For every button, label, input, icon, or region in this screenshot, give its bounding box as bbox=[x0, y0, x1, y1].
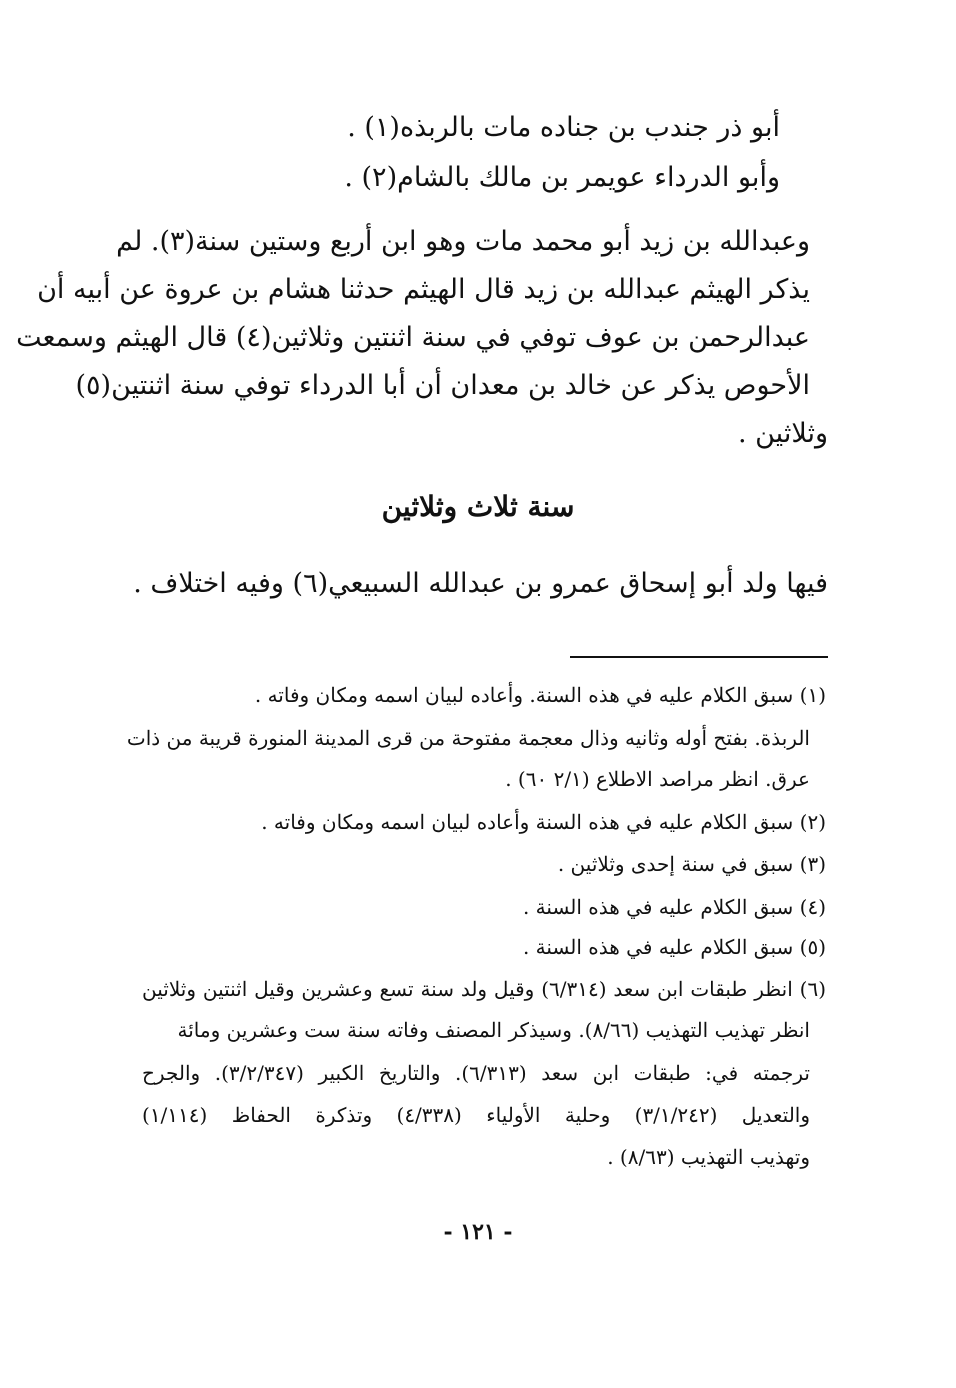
footnote-2: (٢) سبق الكلام عليه في هذه السنة وأعاده لبيان اسمه ومكان وفاته . bbox=[261, 810, 826, 834]
page-number: - ١٢١ - bbox=[443, 1219, 513, 1245]
verse-line-1: أبو ذر جندب بن جناده مات بالربذه(١) . bbox=[347, 112, 780, 143]
footnote-4: (٤) سبق الكلام عليه في هذه السنة . bbox=[522, 895, 826, 919]
footnote-6-cont-3: والتعديل (٣/١/٢٤٢) وحلية الأولياء (٤/٣٣٨) وتذكرة الحفاظ (١/١١٤) bbox=[142, 1103, 811, 1127]
footnote-1: (١) سبق الكلام عليه في هذه السنة. وأعاده لبيان اسمه ومكان وفاته . bbox=[254, 683, 826, 707]
footnote-6: (٦) انظر طبقات ابن سعد (٦/٣١٤) وقيل ولد سنة تسع وعشرين وقيل اثنتين وثلاثين bbox=[142, 977, 826, 1001]
footnote-separator bbox=[570, 656, 828, 658]
footnote-5: (٥) سبق الكلام عليه في هذه السنة . bbox=[522, 935, 826, 959]
section-line: فيها ولد أبو إسحاق عمرو بن عبدالله السبيعي(٦) وفيه اختلاف . bbox=[133, 568, 828, 599]
verse-line-2: وأبو الدرداء عويمر بن مالك بالشام(٢) . bbox=[344, 162, 780, 193]
paragraph-line-1: وعبدالله بن زيد أبو محمد مات وهو ابن أربع وستين سنة(٣). لم bbox=[116, 226, 810, 257]
paragraph-line-2: يذكر الهيثم عبدالله بن زيد قال الهيثم حدثنا هشام بن عروة عن أبيه أن bbox=[37, 274, 810, 305]
footnote-6-cont-4: وتهذيب التهذيب (٨/٦٣) . bbox=[607, 1145, 810, 1169]
section-heading: سنة ثلاث وثلاثين bbox=[381, 490, 575, 523]
footnote-6-cont-1: انظر تهذيب التهذيب (٨/٦٦). وسيذكر المصنف وفاته سنة ست وعشرين ومائة bbox=[177, 1018, 810, 1042]
footnote-3: (٣) سبق في سنة إحدى وثلاثين . bbox=[557, 852, 826, 876]
paragraph-line-5: وثلاثين . bbox=[737, 418, 828, 449]
paragraph-line-4: الأحوص يذكر عن خالد بن معدان أن أبا الدرداء توفي سنة اثنتين(٥) bbox=[75, 370, 810, 401]
footnote-1-cont-1: الربذة. بفتح أوله وثانيه وذال معجمة مفتوحة من قرى المدينة المنورة قريبة من ذات bbox=[126, 726, 810, 750]
footnote-1-cont-2: عرق. انظر مراصد الاطلاع (٢/١ ٦٠) . bbox=[505, 767, 810, 791]
footnote-6-cont-2: ترجمته في: طبقات ابن سعد (٦/٣١٣). والتاريخ الكبير (٣/٢/٣٤٧). والجرح bbox=[142, 1061, 810, 1085]
paragraph-line-3: عبدالرحمن بن عوف توفي في سنة اثنتين وثلاثين(٤) قال الهيثم وسمعت bbox=[16, 322, 810, 353]
